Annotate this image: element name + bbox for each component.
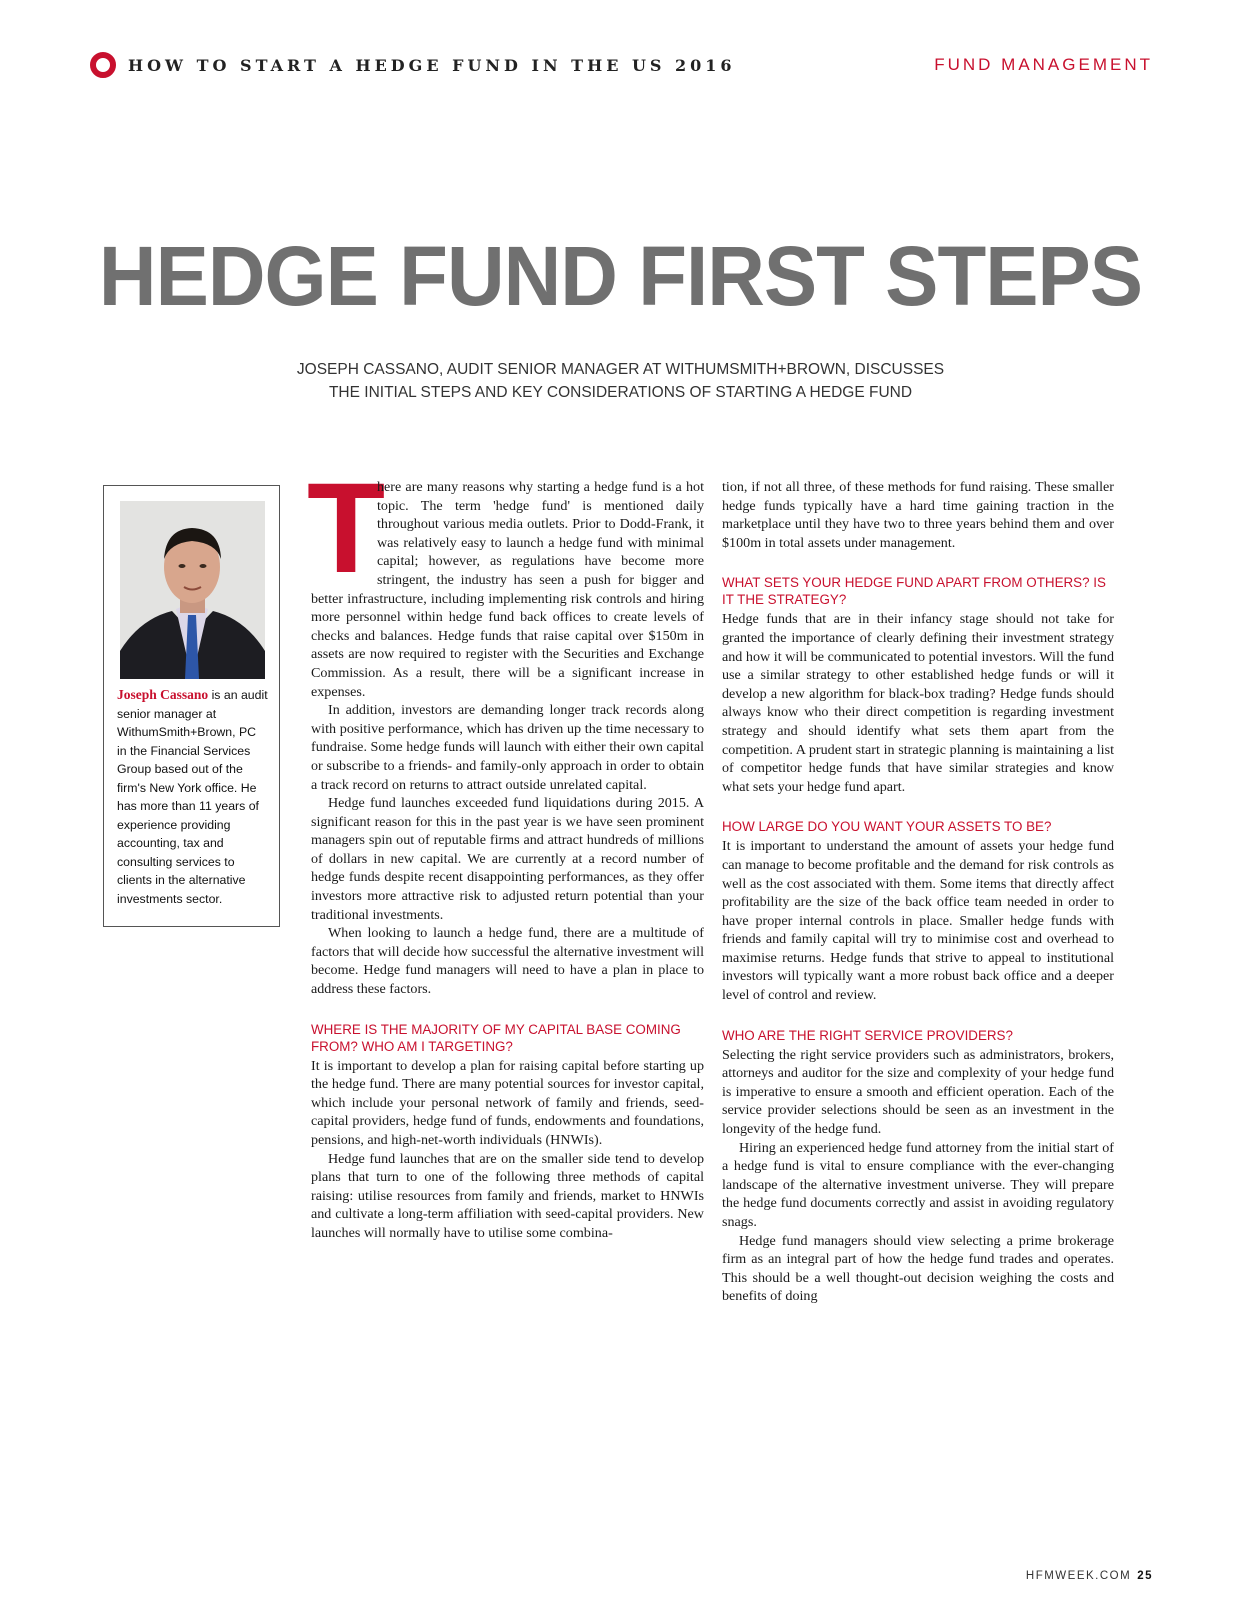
paragraph: Hedge fund launches exceeded fund liquidations during 2015. A significant reason for this in the past year is we have seen prominent managers spin out of reputable firms and attract hundreds of millions of dollars in new capital. We are currently at a record number of hedge funds despite recent disappointing performances, as they offer investors more attractive risk to adjusted return potential than your traditional investments. [311, 795, 704, 923]
paragraph: Hiring an experienced hedge fund attorney from the initial start of a hedge fund is vital to ensure compliance with the ever-changing landscape of the alternative investment universe. They will prepare the hedge fund documents correctly and assist in avoiding regulatory snags. [722, 1139, 1114, 1230]
page-footer [1026, 1570, 1153, 1582]
section-heading: WHAT SETS YOUR HEDGE FUND APART FROM OTHERS? IS IT THE STRATEGY? [722, 575, 1106, 608]
standfirst-line-2: THE INITIAL STEPS AND KEY CONSIDERATIONS OF STARTING A HEDGE FUND [328, 384, 913, 401]
bio-description: is an audit senior manager at WithumSmith+Brown, PC in the Financial Services Group based out of the firm's New York office. He has more than 11 years of experience providing accounting, tax and consulting services to clients in the alternative investments sector. [117, 688, 268, 906]
standfirst-line-1: JOSEPH CASSANO, AUDIT SENIOR MANAGER AT WITHUMSMITH+BROWN, DISCUSSES [296, 361, 945, 378]
article-column-2 [722, 478, 1114, 1306]
section-heading: WHO ARE THE RIGHT SERVICE PROVIDERS? [722, 1027, 1013, 1043]
paragraph: In addition, investors are demanding longer track records along with positive performance, which has driven up the time necessary to fundraise. Some hedge funds will launch with either their own capital or subscribe to a friends- and family-only approach in order to obtain a track record on returns to attract outside unrelated capital. [311, 702, 704, 793]
series-title: HOW TO START A HEDGE FUND IN THE US 2016 [128, 55, 736, 75]
paragraph: Hedge funds that are in their infancy stage should not take for granted the importance of clearly defining their investment strategy and how it will be communicated to potential investors. Will the fund use a similar strategy to other established hedge funds or will it develop a new algorithm for black-box trading? Hedge funds should always know who their direct competition is regarding investment strategy and should identify what sets them apart from the competition. A prudent start in strategic planning is maintaining a list of competitor hedge funds that have similar strategies and know what sets your hedge fund apart. [722, 611, 1114, 795]
article-standfirst [0, 358, 1241, 404]
running-header [90, 52, 736, 78]
page-number: 25 [1137, 1570, 1153, 1582]
bio-text [117, 686, 269, 908]
article-column-1 [307, 457, 704, 1243]
bio-author-name: Joseph Cassano [117, 687, 209, 702]
section-heading: HOW LARGE DO YOU WANT YOUR ASSETS TO BE? [722, 819, 1052, 835]
author-bio-box [103, 485, 280, 927]
paragraph: Hedge fund managers should view selecting a prime brokerage firm as an integral part of how the hedge fund trades and operates. This should be a well thought-out decision weighing the costs and benefits of doing [722, 1232, 1114, 1305]
paragraph: When looking to launch a hedge fund, there are a multitude of factors that will decide how successful the alternative investment will become. Hedge fund managers will need to have a plan in place to address these factors. [311, 925, 704, 998]
footer-site: HFMWEEK.COM [1025, 1570, 1132, 1582]
section-heading: WHERE IS THE MAJORITY OF MY CAPITAL BASE COMING FROM? WHO AM I TARGETING? [311, 1021, 681, 1054]
drop-cap: T [307, 457, 386, 600]
paragraph: It is important to develop a plan for raising capital before starting up the hedge fund. There are many potential sources for investor capital, which include your personal network of family and friends, seed-capital providers, hedge fund of funds, endowments and foundations, pensions, and high-net-worth individuals (HNWIs). [311, 1057, 704, 1148]
paragraph: here are many reasons why starting a hedge fund is a hot topic. The term 'hedge fund' is mentioned daily throughout various media outlets. Prior to Dodd-Frank, it was relatively easy to launch a hedge fund with minimal capital; however, as regulations have become more stringent, the industry has seen a push for bigger and better infrastructure, including implementing risk controls and hiring more personnel within hedge fund back offices to create levels of checks and balances. Hedge funds that raise capital over $150m in assets are now required to register with the Securities and Exchange Commission. As a result, there will be a significant increase in expenses. [311, 479, 704, 700]
section-label: FUND MANAGEMENT [934, 55, 1153, 74]
paragraph: tion, if not all three, of these methods for fund raising. These smaller hedge funds typically have a hard time gaining traction in the marketplace until they have two to three years behind them and over $100m in total assets under management. [722, 479, 1114, 551]
author-photo [120, 501, 265, 679]
paragraph: It is important to understand the amount of assets your hedge fund can manage to become profitable and the demand for risk controls as well as the cost associated with them. Some items that directly affect profitability are the size of the back office team needed in order to have proper internal controls in place. Smaller hedge funds with friends and family capital will try to minimise cost and overhead to maximise returns. Hedge funds that strive to appeal to institutional investors will typically want a more robust back office and a deeper level of control and review. [722, 838, 1114, 1004]
paragraph: Selecting the right service providers such as administrators, brokers, attorneys and auditor for the size and complexity of your hedge fund is imperative to ensure a smooth and efficient operation. Each of the service provider selections should be seen as an investment in the longevity of the hedge fund. [722, 1046, 1114, 1138]
article-title: HEDGE FUND FIRST STEPS [98, 229, 1143, 323]
author-portrait-image [120, 501, 265, 679]
circle-logo-icon [90, 52, 116, 78]
paragraph: Hedge fund launches that are on the smaller side tend to develop plans that turn to one of the following three methods of capital raising: utilise resources from family and friends, market to HNWIs and cultivate a long-term affiliation with seed-capital providers. New launches will normally have to utilise some combina- [311, 1150, 704, 1241]
